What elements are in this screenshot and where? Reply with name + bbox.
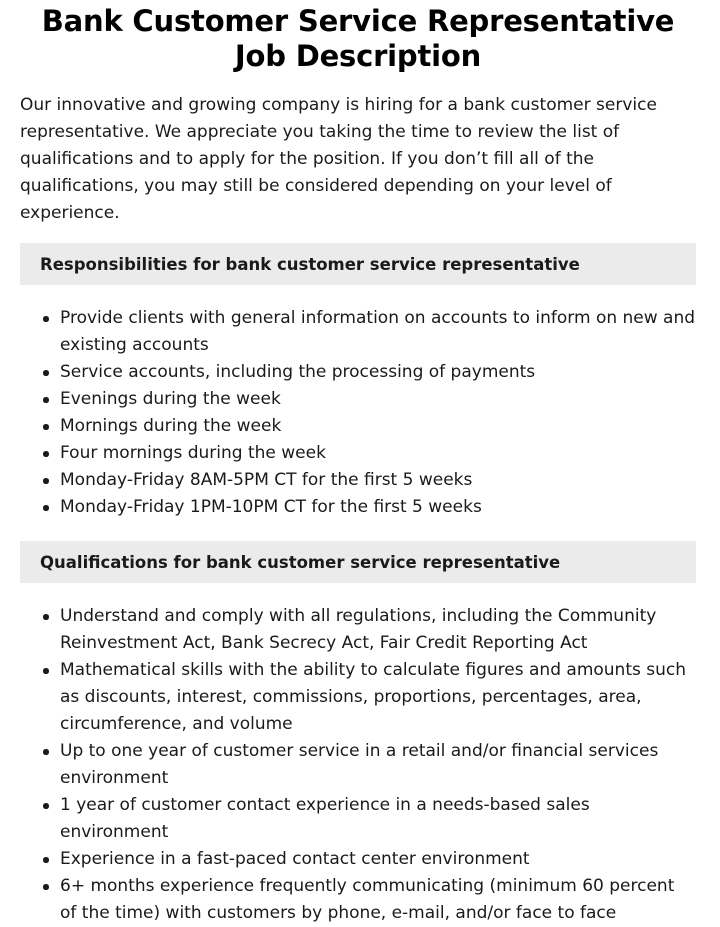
list-item: 1 year of customer contact experience in a needs-based sales environment [60,792,696,846]
page-title: Bank Customer Service Representative Job Description [41,4,675,73]
list-item: Experience in a fast-paced contact center environment [60,846,696,873]
list-item: Service accounts, including the processing of payments [60,359,696,386]
list-item: Monday-Friday 8AM-5PM CT for the first 5 weeks [60,467,696,494]
list-item: Up to one year of customer service in a retail and/or financial services environment [60,738,696,792]
list-item: Four mornings during the week [60,440,696,467]
list-item: Monday-Friday 1PM-10PM CT for the first 5 weeks [60,494,696,521]
responsibilities-heading: Responsibilities for bank customer service representative [20,243,696,285]
list-item: Mathematical skills with the ability to calculate figures and amounts such as discounts, interest, commissions, proportions, percentages, area, circumference, and volume [60,657,696,738]
qualifications-list [20,603,696,927]
list-item: 6+ months experience frequently communicating (minimum 60 percent of the time) with customers by phone, e-mail, and/or face to face [60,873,696,927]
list-item: Provide clients with general information on accounts to inform on new and existing accounts [60,305,696,359]
list-item: Evenings during the week [60,386,696,413]
list-item: Mornings during the week [60,413,696,440]
qualifications-heading: Qualifications for bank customer service representative [20,541,696,583]
list-item: Understand and comply with all regulations, including the Community Reinvestment Act, Bank Secrecy Act, Fair Credit Reporting Act [60,603,696,657]
intro-paragraph: Our innovative and growing company is hiring for a bank customer service representative. We appreciate you taking the time to review the list of qualifications and to apply for the position. If you don’t fill all of the qualifications, you may still be considered depending on your level of experience. [20,95,657,223]
responsibilities-list [20,305,696,521]
